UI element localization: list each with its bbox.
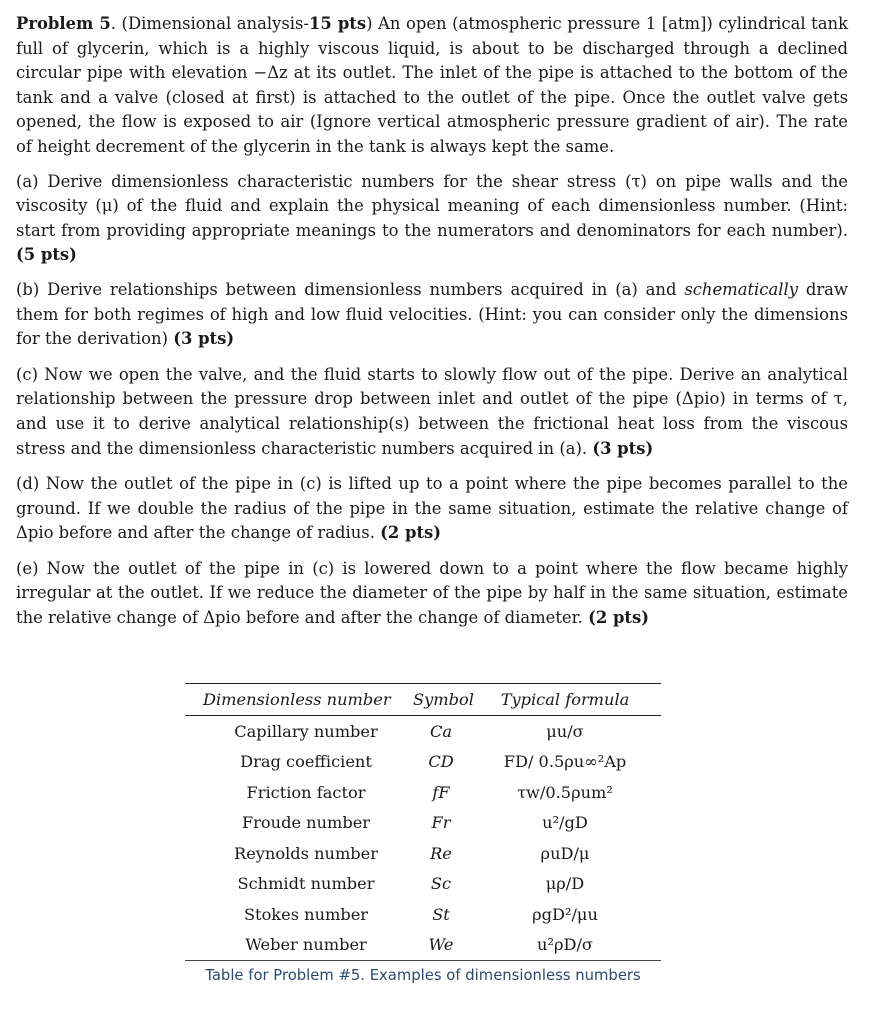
row-symbol: Ca [429,721,453,741]
table-row [185,838,661,869]
row-symbol: St [432,904,450,924]
part-d-text: (d) Now the outlet of the pipe in (c) is lifted up to a point where the pipe becomes parallel to the ground. If we double the radius of the pipe in the same situation, estimate the relative change of Δpio before and after the change of radius. [16,474,848,543]
row-symbol: CD [428,752,454,772]
part-b-italic: schematically [684,279,798,299]
row-symbol: Re [430,843,452,863]
part-e-text: (e) Now the outlet of the pipe in (c) is lowered down to a point where the flow became highly irregular at the outlet. If we reduce the diameter of the pipe by half in the same situation, estimate the relative change of Δpio before and after the change of diameter. [16,558,848,628]
table-row [185,747,661,778]
table-row [185,869,661,900]
part-b-text-1: (b) Derive relationships between dimensionless numbers acquired in (a) and [16,279,685,299]
table-row [185,777,661,808]
table-row [185,808,661,839]
table-header-row [185,684,661,715]
part-c-points: (3 pts) [592,438,654,458]
header-symbol: Symbol [413,690,474,709]
intro-head: . (Dimensional analysis- [110,14,309,33]
intro-text: ) An open (atmospheric pressure 1 [atm]) cylindrical tank full of glycerin, which is a highly viscous liquid, is about to be discharged through a declined circular pipe with elevation −Δz at its outlet. The inlet of the pipe is attached to the bottom of the tank and a valve (closed at first) is attached to the outlet of the pipe. Once the outlet valve gets opened, the flow is exposed to air (Ignore vertical atmospheric pressure gradient of air). The rate of height decrement of the glycerin in the tank is always kept the same. [16,14,848,156]
part-a-points: (5 pts) [16,245,77,265]
table-row [185,899,661,930]
row-name: Reynolds number [234,843,378,863]
row-symbol: We [428,935,454,955]
part-c [16,363,848,461]
part-d [16,472,848,546]
part-c-text: (c) Now we open the valve, and the fluid starts to slowly flow out of the pipe. Derive an analytical relationship between the pressure drop between inlet and outlet of the pipe (Δpio) in terms of τ, and use it to derive analytical relationship(s) between the frictional heat loss from the viscous stress and the dimensionless characteristic numbers acquired in (a). [16,364,848,458]
problem-page [16,12,848,631]
header-typical-formula: Typical formula [500,690,630,709]
row-name: Drag coefficient [240,752,372,772]
row-formula: τw/0.5ρum² [517,782,613,802]
row-formula: ρgD²/μu [532,904,598,924]
part-e [16,557,848,631]
part-b-points: (3 pts) [173,329,235,349]
part-a [16,170,848,268]
row-formula: u²/gD [542,813,588,833]
row-formula: ρuD/μ [540,843,590,863]
problem-label: Problem 5 [16,14,111,33]
row-name: Capillary number [234,721,378,741]
row-formula: FD/ 0.5ρu∞²Ap [503,752,627,772]
row-symbol: Sc [430,874,452,894]
part-a-text: (a) Derive dimensionless characteristic numbers for the shear stress (τ) on pipe walls and the viscosity (μ) of the fluid and explain the physical meaning of each dimensionless number. (Hint: start from providing appropriate meanings to the numerators and denominators for each number). [16,171,848,240]
table-row [185,716,661,747]
row-name: Schmidt number [237,874,375,894]
part-b-text-2: draw them for both regimes of high and low fluid velocities. (Hint: you can consider only the dimensions for the derivation) [16,279,848,349]
row-name: Weber number [245,935,367,955]
row-formula: u²ρD/σ [537,935,593,955]
dimensionless-table [185,683,661,984]
row-name: Friction factor [246,782,366,802]
row-formula: μu/σ [546,721,584,741]
table-bottom-rule [185,960,661,961]
table-caption: Table for Problem #5. Examples of dimensionless numbers [205,967,641,984]
row-symbol: fF [432,782,450,802]
header-dimensionless-number: Dimensionless number [203,690,391,709]
row-name: Froude number [241,813,371,833]
row-name: Stokes number [243,904,369,924]
intro-points: 15 pts [308,14,367,33]
part-b [16,278,848,352]
part-d-points: (2 pts) [380,523,442,543]
problem-intro [16,12,848,160]
row-symbol: Fr [431,813,451,833]
row-formula: μρ/D [545,874,585,894]
table-row [185,930,661,961]
part-e-points: (2 pts) [588,608,649,628]
